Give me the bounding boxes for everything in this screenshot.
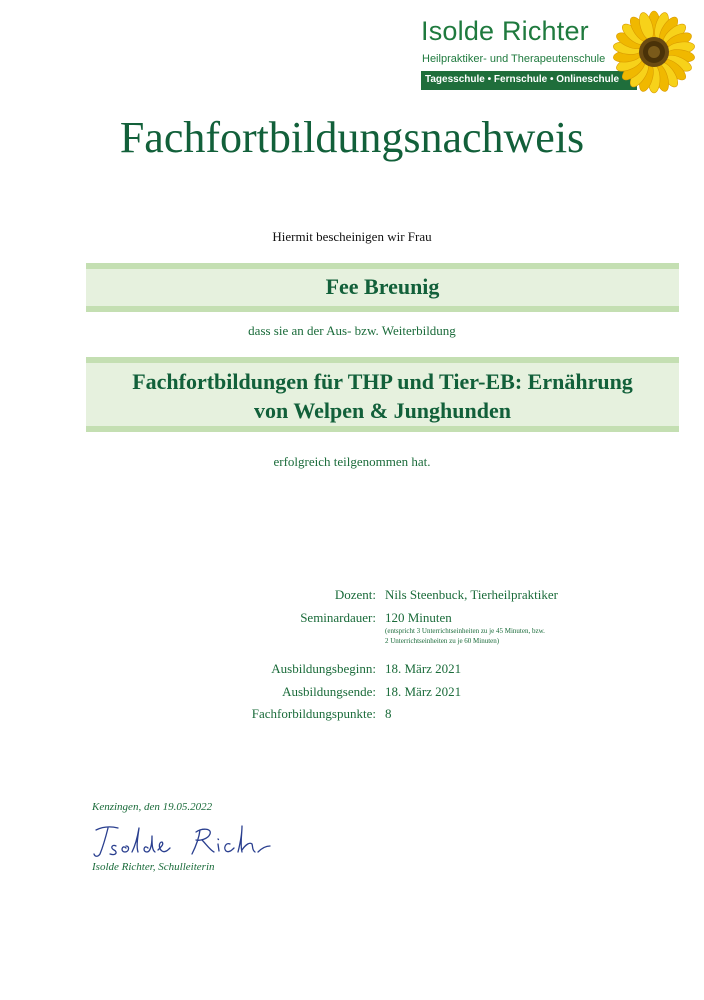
page-title: Fachfortbildungsnachweis bbox=[119, 113, 585, 162]
duration-value: 120 Minuten bbox=[385, 610, 452, 625]
start-value: 18. März 2021 bbox=[385, 661, 462, 676]
end-value: 18. März 2021 bbox=[385, 684, 462, 699]
signer-name: Isolde Richter, Schulleiterin bbox=[92, 861, 215, 873]
lecturer-label: Dozent: bbox=[334, 587, 376, 602]
end-label: Ausbildungsende: bbox=[282, 684, 376, 699]
detail-row-lecturer bbox=[0, 587, 704, 605]
points-label: Fachforbildungspunkte: bbox=[251, 706, 376, 721]
course-title-line-2: von Welpen & Junghunden bbox=[254, 398, 511, 423]
course-band bbox=[86, 357, 679, 432]
logo-bar-text: Tagesschule • Fernschule • Onlineschule bbox=[425, 74, 620, 85]
logo-bar bbox=[421, 71, 637, 90]
detail-row-start bbox=[0, 661, 704, 679]
logo-subtitle: Heilpraktiker- und Therapeutenschule bbox=[422, 53, 606, 65]
intro-text: Hiermit bescheinigen wir Frau bbox=[272, 229, 432, 244]
place-date: Kenzingen, den 19.05.2022 bbox=[92, 801, 213, 813]
sunflower-icon bbox=[611, 10, 697, 94]
completion-text: erfolgreich teilgenommen hat. bbox=[273, 454, 431, 469]
detail-row-end bbox=[0, 684, 704, 702]
course-intro-text: dass sie an der Aus- bzw. Weiterbildung bbox=[248, 323, 456, 338]
school-logo bbox=[421, 10, 696, 94]
detail-row-points bbox=[0, 706, 704, 724]
start-label: Ausbildungsbeginn: bbox=[271, 661, 376, 676]
course-title-line-1: Fachfortbildungen für THP und Tier-EB: Ernährung bbox=[132, 369, 633, 394]
detail-row-duration bbox=[0, 610, 704, 628]
logo-school-name: Isolde Richter bbox=[421, 16, 589, 46]
duration-label: Seminardauer: bbox=[300, 610, 376, 625]
lecturer-value: Nils Steenbuck, Tierheilpraktiker bbox=[385, 587, 558, 602]
participant-band bbox=[86, 263, 679, 312]
points-value: 8 bbox=[385, 706, 392, 721]
duration-note-line-1: (entspricht 3 Unterrichtseinheiten zu je 45 Minuten, bzw. bbox=[385, 627, 545, 635]
participant-name: Fee Breunig bbox=[325, 274, 440, 299]
duration-note-line-2: 2 Unterrichtseinheiten zu je 60 Minuten) bbox=[385, 637, 500, 645]
handwritten-signature bbox=[92, 822, 272, 860]
course-title bbox=[86, 367, 679, 425]
